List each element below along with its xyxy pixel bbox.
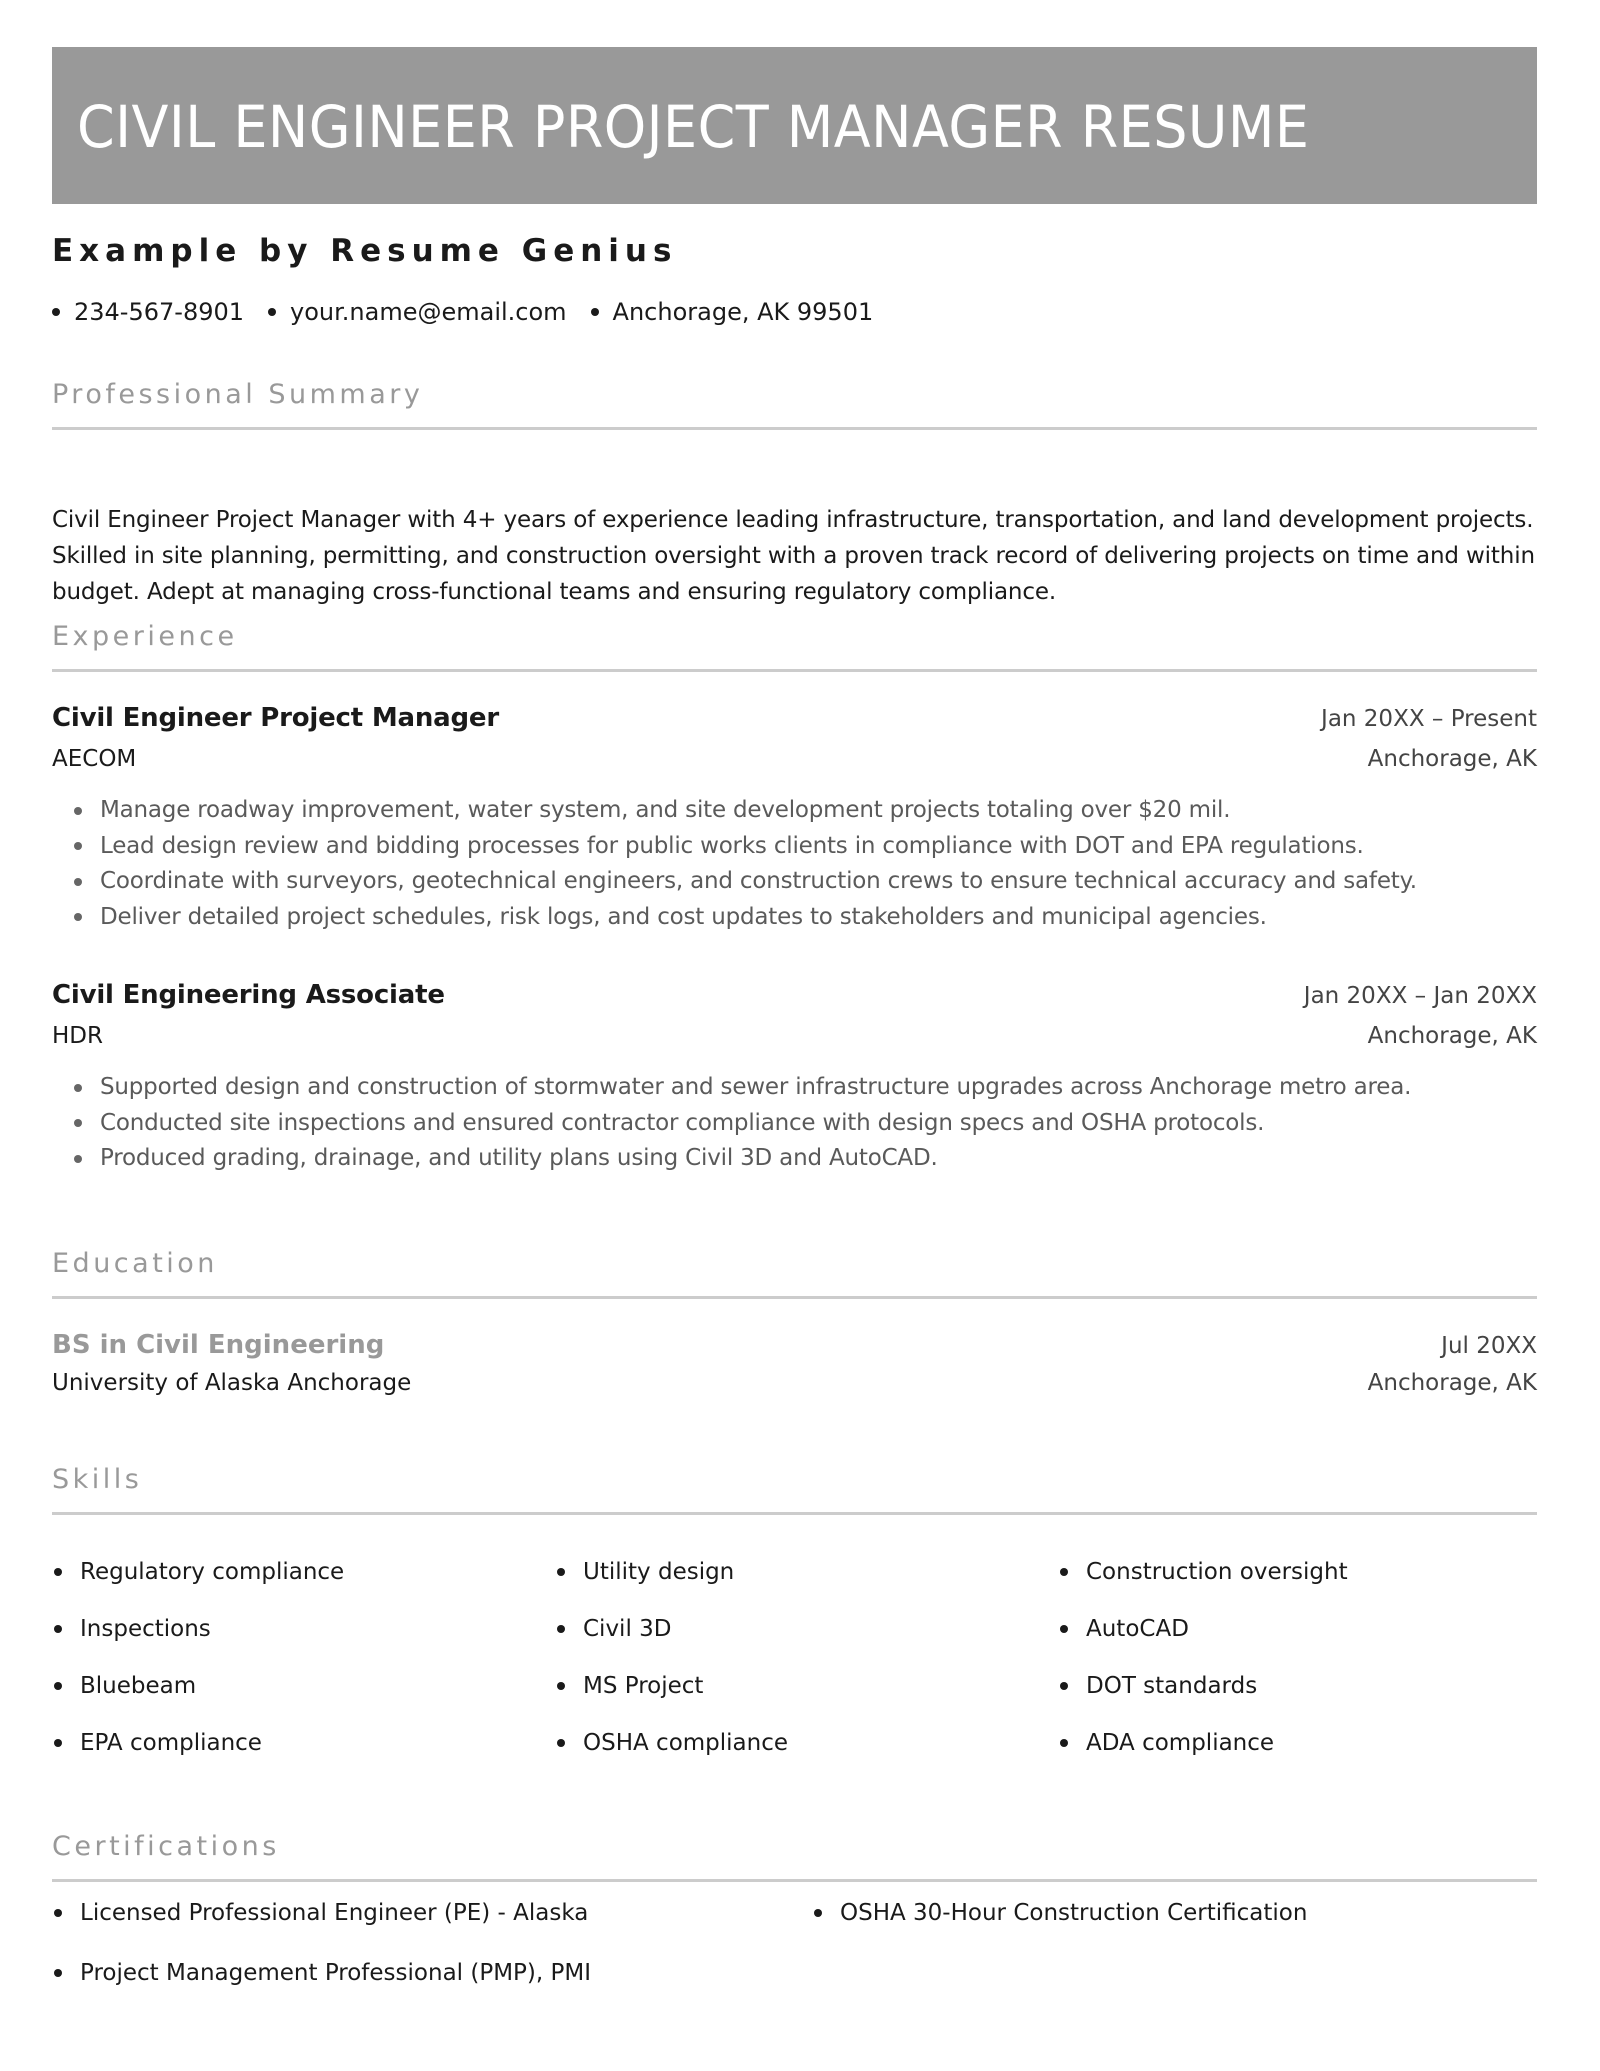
section-divider [52, 1512, 1537, 1515]
company-name: AECOM [52, 746, 137, 772]
bullet-text: Manage roadway improvement, water system, and site development projects totaling over $20 mil. [100, 797, 1231, 823]
skill-text: Civil 3D [583, 1616, 672, 1642]
skill-text: OSHA compliance [583, 1730, 789, 1756]
section-certifications-header [52, 1829, 1537, 1882]
skill-item [1058, 1550, 1537, 1594]
skill-item [1058, 1607, 1537, 1651]
bullet-icon [814, 1909, 822, 1917]
section-title: Skills [52, 1464, 143, 1495]
job-location: Anchorage, AK [1367, 1023, 1537, 1049]
company-name: HDR [52, 1023, 103, 1049]
resume-page [52, 47, 1537, 1986]
skill-item [555, 1664, 1058, 1708]
list-item [52, 900, 1537, 936]
bullet-text: Conducted site inspections and ensured contractor compliance with design specs and OSHA protocols. [100, 1109, 1265, 1136]
skill-item [555, 1550, 1058, 1594]
skill-item [52, 1664, 555, 1708]
bullet-icon [591, 308, 599, 316]
contact-email [268, 295, 567, 329]
skill-item [52, 1550, 555, 1594]
bullet-icon [54, 1682, 62, 1690]
skill-text: MS Project [583, 1673, 704, 1699]
bullet-icon [1060, 1682, 1068, 1690]
certification-text: OSHA 30-Hour Construction Certification [840, 1900, 1308, 1926]
degree-title: BS in Civil Engineering [52, 1330, 385, 1360]
bullet-icon [557, 1682, 565, 1690]
education-entry [52, 1327, 1537, 1402]
job-dates: Jan 20XX – Jan 20XX [1303, 983, 1537, 1009]
contact-phone [52, 295, 244, 329]
skill-item [1058, 1721, 1537, 1765]
bullet-text: Lead design review and bidding processes for public works clients in compliance with DOT and EPA regulations. [100, 832, 1364, 859]
job-dates: Jan 20XX – Present [1321, 706, 1537, 732]
certifications-grid [52, 1891, 1537, 2011]
bullet-icon [557, 1739, 565, 1747]
contact-location [591, 295, 874, 329]
bullet-icon [52, 308, 60, 316]
certification-item [812, 1891, 1537, 1935]
skill-text: ADA compliance [1086, 1730, 1275, 1756]
education-date: Jul 20XX [1441, 1333, 1537, 1359]
section-skills-header [52, 1462, 1537, 1515]
education-location: Anchorage, AK [1367, 1370, 1537, 1396]
section-divider [52, 1296, 1537, 1299]
school-name: University of Alaska Anchorage [52, 1370, 412, 1396]
bullet-icon [54, 1568, 62, 1576]
list-item [52, 829, 1537, 865]
bullet-icon [74, 1119, 82, 1127]
bullet-icon [268, 308, 276, 316]
bullet-icon [74, 807, 82, 815]
certification-text: Project Management Professional (PMP), PMI [80, 1960, 592, 1986]
section-title: Education [52, 1248, 218, 1279]
skill-text: Inspections [80, 1616, 211, 1642]
section-divider [52, 669, 1537, 672]
list-item [52, 1106, 1537, 1142]
resume-title: CIVIL ENGINEER PROJECT MANAGER RESUME [77, 93, 1310, 161]
job-title: Civil Engineer Project Manager [52, 703, 499, 733]
phone-text: 234-567-8901 [74, 298, 245, 326]
certification-item [52, 1891, 812, 1935]
bullet-icon [557, 1568, 565, 1576]
bullet-icon [1060, 1568, 1068, 1576]
section-title: Experience [52, 621, 238, 652]
list-item [52, 793, 1537, 829]
job-bullets [52, 793, 1537, 935]
email-text: your.name@email.com [290, 298, 567, 326]
certification-item [52, 1951, 812, 1995]
title-banner [52, 47, 1537, 204]
section-summary-header [52, 377, 1537, 430]
bullet-icon [557, 1625, 565, 1633]
bullet-icon [74, 842, 82, 850]
bullet-icon [54, 1625, 62, 1633]
section-experience-header [52, 619, 1537, 672]
bullet-icon [54, 1739, 62, 1747]
bullet-icon [1060, 1625, 1068, 1633]
bullet-icon [74, 1155, 82, 1163]
section-divider [52, 1879, 1537, 1882]
list-item [52, 1070, 1537, 1106]
bullet-text: Supported design and construction of stormwater and sewer infrastructure upgrades across Anchorage metro area. [100, 1074, 1412, 1100]
bullet-text: Coordinate with surveyors, geotechnical engineers, and construction crews to ensure technical accuracy and safety. [100, 868, 1417, 894]
resume-subtitle: Example by Resume Genius [52, 233, 678, 269]
bullet-icon [1060, 1739, 1068, 1747]
location-text: Anchorage, AK 99501 [612, 298, 874, 326]
contact-info [52, 295, 897, 329]
skill-item [1058, 1664, 1537, 1708]
section-divider [52, 427, 1537, 430]
certification-text: Licensed Professional Engineer (PE) - Alaska [80, 1900, 589, 1926]
job-title: Civil Engineering Associate [52, 980, 445, 1010]
bullet-icon [74, 1084, 82, 1092]
skill-text: EPA compliance [80, 1730, 262, 1756]
job-entry [52, 975, 1537, 1177]
skill-text: AutoCAD [1086, 1616, 1189, 1642]
skill-text: Utility design [583, 1559, 735, 1585]
bullet-icon [54, 1909, 62, 1917]
skill-item [52, 1721, 555, 1765]
bullet-text: Produced grading, drainage, and utility plans using Civil 3D and AutoCAD. [100, 1145, 938, 1171]
list-item [52, 1141, 1537, 1177]
skill-item [52, 1607, 555, 1651]
section-title: Certifications [52, 1831, 280, 1862]
skill-item [555, 1607, 1058, 1651]
bullet-icon [74, 878, 82, 886]
skill-item [555, 1721, 1058, 1765]
job-bullets [52, 1070, 1537, 1177]
skill-text: Bluebeam [80, 1673, 197, 1699]
bullet-text: Deliver detailed project schedules, risk logs, and cost updates to stakeholders and municipal agencies. [100, 903, 1267, 930]
skills-grid [52, 1550, 1537, 1778]
skill-text: Regulatory compliance [80, 1559, 345, 1585]
list-item [52, 864, 1537, 900]
section-education-header [52, 1246, 1537, 1299]
summary-text: Civil Engineer Project Manager with 4+ years of experience leading infrastructure, transportation, and land development projects. Skilled in site planning, permitting, and construction oversight with a proven track record of delivering projects on time and within budget. Adept at managing cross-functional teams and ensuring regulatory compliance. [52, 507, 1535, 605]
job-location: Anchorage, AK [1367, 746, 1537, 772]
section-title: Professional Summary [52, 379, 424, 410]
skill-text: Construction oversight [1086, 1559, 1348, 1585]
skill-text: DOT standards [1086, 1673, 1258, 1699]
job-entry [52, 698, 1537, 935]
bullet-icon [54, 1969, 62, 1977]
bullet-icon [74, 913, 82, 921]
